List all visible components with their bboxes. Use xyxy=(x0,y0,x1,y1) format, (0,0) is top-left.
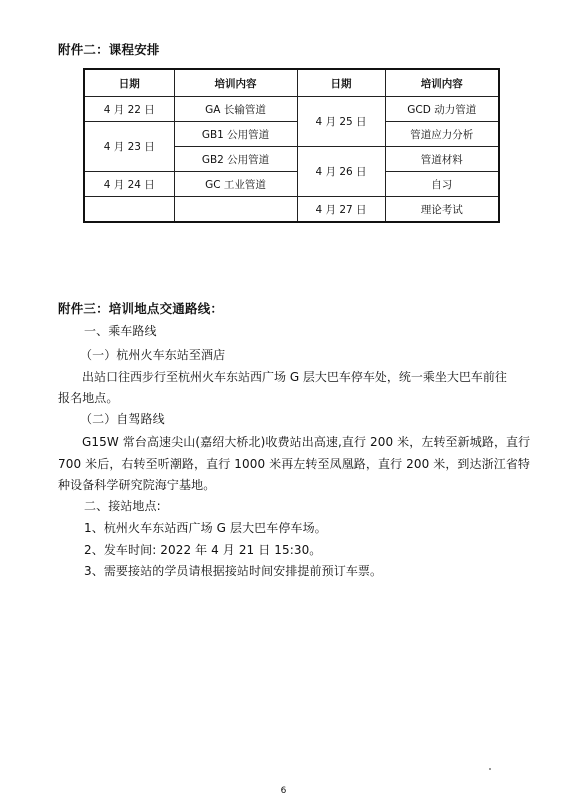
date-cell: 4 月 27 日 xyxy=(297,197,385,223)
content-cell: GB1 公用管道 xyxy=(174,122,297,147)
subheading-station-to-hotel: （一）杭州火车东站至酒店 xyxy=(80,348,226,362)
table-row xyxy=(84,97,499,122)
date-cell: 4 月 23 日 xyxy=(84,122,174,172)
date-cell: 4 月 25 日 xyxy=(297,97,385,147)
header-content-left: 培训内容 xyxy=(174,69,297,97)
date-cell: 4 月 26 日 xyxy=(297,147,385,197)
content-cell: 理论考试 xyxy=(385,197,499,223)
heading-pickup-location: 二、接站地点: xyxy=(84,499,161,513)
course-schedule-table xyxy=(83,68,500,223)
table-row xyxy=(84,172,499,197)
table-row xyxy=(84,197,499,223)
header-content-right: 培训内容 xyxy=(385,69,499,97)
content-cell: GA 长输管道 xyxy=(174,97,297,122)
content-cell: 自习 xyxy=(385,172,499,197)
list-item: 1、杭州火车东站西广场 G 层大巴车停车场。 xyxy=(84,521,327,535)
paragraph-line: 报名地点。 xyxy=(58,391,119,405)
content-cell: GB2 公用管道 xyxy=(174,147,297,172)
list-item: 2、发车时间: 2022 年 4 月 21 日 15:30。 xyxy=(84,543,322,557)
header-date-left: 日期 xyxy=(84,69,174,97)
paragraph-text: 出站口往西步行至杭州火车东站西广场 G 层大巴车停车处，统一乘坐大巴车前往 xyxy=(82,370,507,384)
content-cell: 管道应力分析 xyxy=(385,122,499,147)
empty-cell xyxy=(174,197,297,223)
scan-speck xyxy=(489,768,491,770)
content-cell: GC 工业管道 xyxy=(174,172,297,197)
page-number: 6 xyxy=(280,786,287,796)
content-cell: GCD 动力管道 xyxy=(385,97,499,122)
content-cell: 管道材料 xyxy=(385,147,499,172)
list-item: 3、需要接站的学员请根据接站时间安排提前预订车票。 xyxy=(84,564,383,578)
date-cell: 4 月 24 日 xyxy=(84,172,174,197)
empty-cell xyxy=(84,197,174,223)
attachment3-title: 附件三：培训地点交通路线： xyxy=(58,301,224,316)
paragraph-line: G15W 常台高速尖山(嘉绍大桥北)收费站出高速,直行 200 米，左转至新城路，直行 xyxy=(82,435,531,449)
header-date-right: 日期 xyxy=(297,69,385,97)
date-cell: 4 月 22 日 xyxy=(84,97,174,122)
attachment2-title: 附件二：课程安排 xyxy=(58,42,160,57)
paragraph-line xyxy=(58,368,511,385)
subheading-self-drive: （二）自驾路线 xyxy=(80,412,165,426)
paragraph-line: 700 米后，右转至听潮路，直行 1000 米再左转至凤凰路，直行 200 米，到达浙江省特 xyxy=(58,457,531,471)
table-header-row xyxy=(84,69,499,97)
heading-ride-route: 一、乘车路线 xyxy=(84,324,157,338)
table-row xyxy=(84,122,499,147)
paragraph-line: 种设备科学研究院海宁基地。 xyxy=(58,478,216,492)
